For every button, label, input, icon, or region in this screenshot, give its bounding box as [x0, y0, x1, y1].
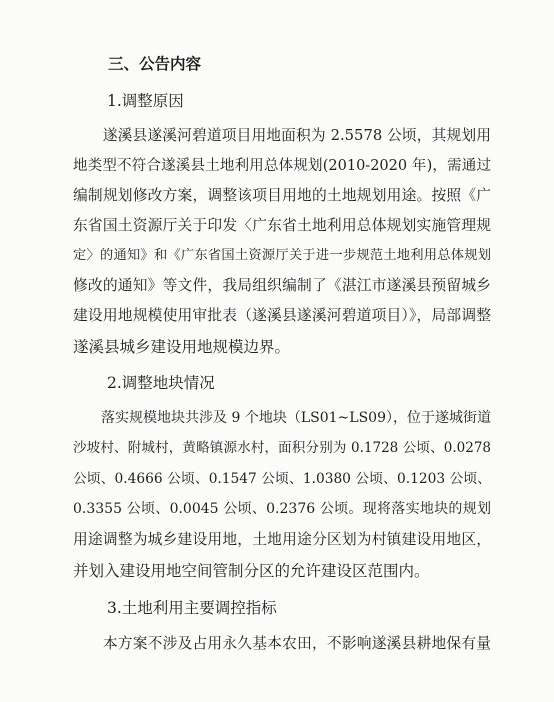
paragraph-line: 定〉的通知》和《广东省国土资源厅关于进一步规范土地利用总体规划 — [73, 248, 491, 263]
paragraph-line: 地类型不符合遂溪县土地利用总体规划(2010-2020 年)，需通过 — [73, 158, 491, 174]
paragraph-line: 0.3355 公顷、0.0045 公顷、0.2376 公顷。现将落实地块的规划 — [73, 501, 491, 517]
paragraph-line: 用途调整为城乡建设用地，土地用途分区划为村镇建设用地区， — [73, 531, 491, 548]
paragraph-line: 遂溪县城乡建设用地规模边界。 — [73, 338, 291, 356]
paragraph-line: 遂溪县遂溪河碧道项目用地面积为 2.5578 公顷，其规划用 — [73, 127, 491, 144]
paragraph-line: 修改的通知》等文件，我局组织编制了《湛江市遂溪县预留城乡 — [73, 277, 491, 294]
subsection-heading-indicators: 3.土地利用主要调控指标 — [107, 599, 277, 617]
paragraph-line: 落实规模地块共涉及 9 个地块（LS01~LS09），位于遂城街道 — [73, 410, 491, 426]
paragraph-line: 沙坡村、附城村，黄略镇源水村，面积分别为 0.1728 公顷、0.0278 — [73, 440, 491, 456]
paragraph-line: 并划入建设用地空间管制分区的允许建设区范围内。 — [73, 562, 430, 580]
subsection-heading-reason: 1.调整原因 — [107, 92, 184, 110]
paragraph-line: 编制规划修改方案，调整该项目用地的土地规划用途。按照《广 — [73, 187, 491, 204]
paragraph-line: 公顷、0.4666 公顷、0.1547 公顷、1.0380 公顷、0.1203 公顷、 — [73, 471, 491, 487]
paragraph-line: 东省国土资源厅关于印发〈广东省土地利用总体规划实施管理规 — [73, 217, 491, 234]
section-title: 三、公告内容 — [108, 55, 202, 73]
paragraph-line: 建设用地规模使用审批表（遂溪县遂溪河碧道项目）》，局部调整 — [73, 307, 491, 324]
paragraph-line: 本方案不涉及占用永久基本农田，不影响遂溪县耕地保有量 — [73, 635, 491, 652]
subsection-heading-parcels: 2.调整地块情况 — [107, 374, 215, 392]
